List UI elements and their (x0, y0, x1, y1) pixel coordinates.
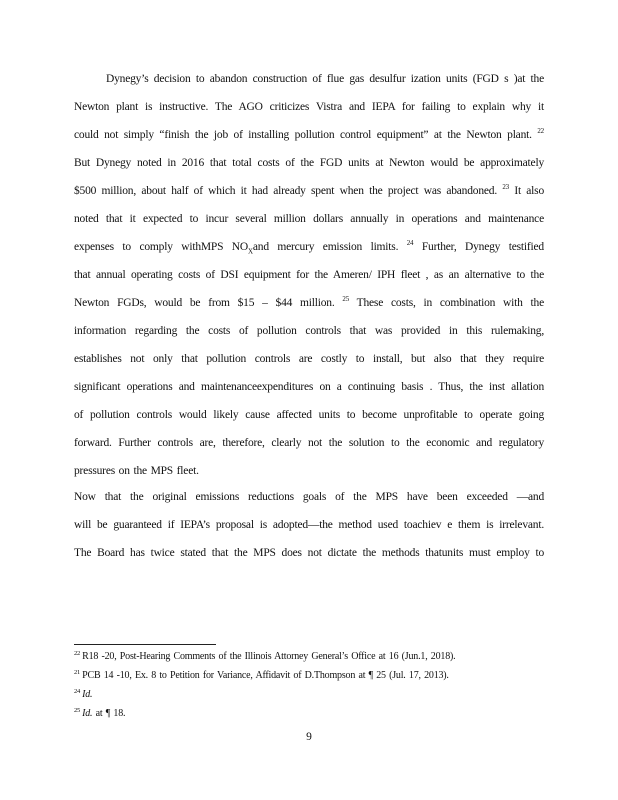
body-line-4: But Dynegy noted in 2016 that total costs of the FGD units at Newton would be approximately (74, 157, 544, 169)
footnote-text: Id. (82, 689, 93, 700)
footnote-23 (74, 670, 449, 682)
body-line-7-mid: and mercury emission limits. (252, 241, 399, 253)
footnote-24 (74, 689, 92, 701)
footnote-text: PCB 14 -10, Ex. 8 to Petition for Variance, Affidavit of D.Thompson at ¶ 25 (Jul. 17, 2013). (82, 670, 449, 681)
body-line-15: pressures on the MPS fleet. (74, 465, 199, 477)
body-line-7 (74, 240, 544, 254)
body-line-9 (74, 296, 544, 310)
body-line-17: will be guaranteed if IEPA’s proposal is adopted—the method used toachiev e them is irrelevant. (74, 519, 544, 531)
body-line-1: Dynegy’s decision to abandon construction of flue gas desulfur ization units (FGD s )at the (106, 73, 544, 85)
body-line-11: establishes not only that pollution controls are costly to install, but also that they require (74, 353, 544, 365)
nox-subscript: X (248, 247, 253, 256)
body-line-8: that annual operating costs of DSI equipment for the Ameren/ IPH fleet , as an alternative to the (74, 269, 544, 281)
footnote-22 (74, 651, 455, 663)
footnote-number: 24 (74, 687, 81, 695)
body-line-13: of pollution controls would likely cause affected units to become unprofitable to operate going (74, 409, 544, 421)
footnote-ref-24[interactable]: 24 (406, 239, 414, 248)
body-line-3 (74, 128, 544, 142)
body-line-16-tail: —and (516, 491, 544, 503)
footnote-text: at ¶ 18. (92, 708, 126, 719)
footnote-number: 21 (74, 668, 81, 676)
footnote-text: R18 -20, Post-Hearing Comments of the Illinois Attorney General’s Office at 16 (Jun.1, 2018). (82, 651, 456, 662)
page-number: 9 (306, 731, 312, 743)
footnote-ref-23[interactable]: 23 (502, 183, 509, 192)
body-line-9-text: Newton FGDs, would be from $15 – $44 million. (74, 297, 335, 309)
body-line-16-text: Now that the original emissions reductions goals of the MPS have been exceeded (74, 491, 508, 503)
body-line-5 (74, 184, 544, 198)
body-line-3-text: could not simply “finish the job of installing pollution control equipment” at the Newton plant. (74, 129, 532, 141)
footnote-separator (74, 644, 216, 645)
body-line-7-text: expenses to comply withMPS NO (74, 241, 249, 253)
body-line-16 (74, 490, 544, 504)
body-line-5-text: $500 million, about half of which it had already spent when the project was abandoned. (74, 185, 498, 197)
body-line-10: information regarding the costs of pollution controls that was provided in this rulemaking, (74, 325, 544, 337)
body-line-6: noted that it expected to incur several million dollars annually in operations and maintenance (74, 213, 544, 225)
body-line-2: Newton plant is instructive. The AGO criticizes Vistra and IEPA for failing to explain why it (74, 101, 544, 113)
body-line-5-tail: It also (514, 185, 544, 197)
body-line-12: significant operations and maintenanceexpenditures on a continuing basis . Thus, the inst allation (74, 381, 544, 393)
body-line-18: The Board has twice stated that the MPS does not dictate the methods thatunits must employ to (74, 547, 544, 559)
footnote-ref-22[interactable]: 22 (537, 127, 544, 136)
footnote-25 (74, 708, 125, 720)
body-line-9-tail: These costs, in combination with the (356, 297, 544, 309)
body-line-7-tail: Further, Dynegy testified (413, 241, 544, 253)
footnote-number: 25 (74, 706, 81, 714)
footnote-number: 22 (74, 649, 81, 657)
footnote-id-italic: Id. (82, 708, 93, 719)
body-line-14: forward. Further controls are, therefore, clearly not the solution to the economic and regulatory (74, 437, 544, 449)
footnote-ref-25[interactable]: 25 (342, 295, 349, 304)
